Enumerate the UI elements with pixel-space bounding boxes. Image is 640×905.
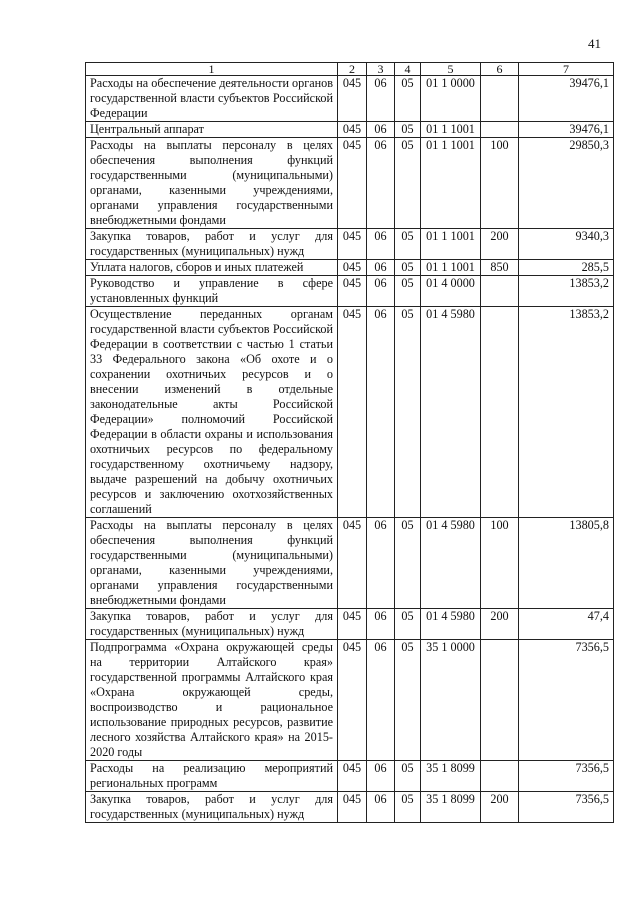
amount-cell: 39476,1 <box>519 76 614 122</box>
subsection-code-cell: 05 <box>395 761 421 792</box>
subsection-code-cell: 05 <box>395 138 421 229</box>
table-row <box>86 792 614 823</box>
expense-type-code-cell: 200 <box>481 609 519 640</box>
target-item-code-cell: 01 1 1001 <box>421 260 481 276</box>
target-item-code-cell: 01 4 5980 <box>421 518 481 609</box>
expense-type-code-cell <box>481 276 519 307</box>
expense-name-cell: Подпрограмма «Охрана окружающей среды на территории Алтайского края» государственной программы Алтайского края «Охрана окружающей среды, воспроизводство и рациональное использование природных ресурсов, развитие лесного хозяйства Алтайского края» на 2015-2020 годы <box>86 640 338 761</box>
target-item-code-cell: 35 1 0000 <box>421 640 481 761</box>
ministry-code-cell: 045 <box>338 761 367 792</box>
ministry-code-cell: 045 <box>338 76 367 122</box>
table-row <box>86 138 614 229</box>
table-row <box>86 307 614 518</box>
target-item-code-cell: 35 1 8099 <box>421 761 481 792</box>
section-code-cell: 06 <box>367 307 395 518</box>
amount-cell: 13805,8 <box>519 518 614 609</box>
section-code-cell: 06 <box>367 276 395 307</box>
table-row <box>86 761 614 792</box>
ministry-code-cell: 045 <box>338 792 367 823</box>
amount-cell: 9340,3 <box>519 229 614 260</box>
amount-cell: 7356,5 <box>519 640 614 761</box>
expense-name-cell: Расходы на выплаты персоналу в целях обеспечения выполнения функций государственными (муниципальными) органами, казенными учреждениями, органами управления государственными внебюджетными фондами <box>86 138 338 229</box>
section-code-cell: 06 <box>367 518 395 609</box>
section-code-cell: 06 <box>367 609 395 640</box>
page-number: 41 <box>588 36 601 51</box>
section-code-cell: 06 <box>367 138 395 229</box>
table-header-row <box>86 63 614 76</box>
header-cell: 4 <box>395 63 421 76</box>
expense-type-code-cell: 850 <box>481 260 519 276</box>
amount-cell: 13853,2 <box>519 276 614 307</box>
header-cell: 5 <box>421 63 481 76</box>
section-code-cell: 06 <box>367 640 395 761</box>
expense-name-cell: Расходы на обеспечение деятельности органов государственной власти субъектов Российской Федерации <box>86 76 338 122</box>
target-item-code-cell: 01 1 0000 <box>421 76 481 122</box>
amount-cell: 7356,5 <box>519 761 614 792</box>
target-item-code-cell: 35 1 8099 <box>421 792 481 823</box>
table-row <box>86 229 614 260</box>
section-code-cell: 06 <box>367 122 395 138</box>
ministry-code-cell: 045 <box>338 260 367 276</box>
table-row <box>86 122 614 138</box>
expense-type-code-cell <box>481 122 519 138</box>
expense-type-code-cell: 200 <box>481 229 519 260</box>
section-code-cell: 06 <box>367 260 395 276</box>
header-cell: 7 <box>519 63 614 76</box>
subsection-code-cell: 05 <box>395 276 421 307</box>
expense-name-cell: Закупка товаров, работ и услуг для государственных (муниципальных) нужд <box>86 792 338 823</box>
expense-type-code-cell: 100 <box>481 138 519 229</box>
ministry-code-cell: 045 <box>338 229 367 260</box>
subsection-code-cell: 05 <box>395 229 421 260</box>
target-item-code-cell: 01 1 1001 <box>421 138 481 229</box>
amount-cell: 29850,3 <box>519 138 614 229</box>
table-row <box>86 609 614 640</box>
expense-type-code-cell <box>481 640 519 761</box>
expense-name-cell: Закупка товаров, работ и услуг для государственных (муниципальных) нужд <box>86 609 338 640</box>
subsection-code-cell: 05 <box>395 640 421 761</box>
subsection-code-cell: 05 <box>395 792 421 823</box>
table-row <box>86 276 614 307</box>
amount-cell: 39476,1 <box>519 122 614 138</box>
budget-table <box>85 62 614 823</box>
expense-type-code-cell: 200 <box>481 792 519 823</box>
subsection-code-cell: 05 <box>395 122 421 138</box>
amount-cell: 47,4 <box>519 609 614 640</box>
expense-type-code-cell <box>481 307 519 518</box>
subsection-code-cell: 05 <box>395 518 421 609</box>
header-cell: 1 <box>86 63 338 76</box>
ministry-code-cell: 045 <box>338 122 367 138</box>
ministry-code-cell: 045 <box>338 640 367 761</box>
target-item-code-cell: 01 4 5980 <box>421 609 481 640</box>
target-item-code-cell: 01 1 1001 <box>421 122 481 138</box>
section-code-cell: 06 <box>367 792 395 823</box>
amount-cell: 13853,2 <box>519 307 614 518</box>
amount-cell: 285,5 <box>519 260 614 276</box>
ministry-code-cell: 045 <box>338 138 367 229</box>
target-item-code-cell: 01 4 5980 <box>421 307 481 518</box>
expense-name-cell: Расходы на выплаты персоналу в целях обеспечения выполнения функций государственными (муниципальными) органами, казенными учреждениями, органами управления государственными внебюджетными фондами <box>86 518 338 609</box>
section-code-cell: 06 <box>367 761 395 792</box>
table-row <box>86 640 614 761</box>
target-item-code-cell: 01 4 0000 <box>421 276 481 307</box>
section-code-cell: 06 <box>367 76 395 122</box>
header-cell: 2 <box>338 63 367 76</box>
header-cell: 6 <box>481 63 519 76</box>
expense-type-code-cell <box>481 761 519 792</box>
subsection-code-cell: 05 <box>395 76 421 122</box>
subsection-code-cell: 05 <box>395 609 421 640</box>
expense-name-cell: Руководство и управление в сфере установленных функций <box>86 276 338 307</box>
section-code-cell: 06 <box>367 229 395 260</box>
expense-type-code-cell: 100 <box>481 518 519 609</box>
expense-name-cell: Расходы на реализацию мероприятий региональных программ <box>86 761 338 792</box>
expense-name-cell: Уплата налогов, сборов и иных платежей <box>86 260 338 276</box>
expense-type-code-cell <box>481 76 519 122</box>
subsection-code-cell: 05 <box>395 307 421 518</box>
ministry-code-cell: 045 <box>338 276 367 307</box>
table-row <box>86 260 614 276</box>
table-row <box>86 518 614 609</box>
ministry-code-cell: 045 <box>338 609 367 640</box>
expense-name-cell: Осуществление переданных органам государственной власти субъектов Российской Федерации в соответствии с частью 1 статьи 33 Федерального закона «Об охоте и о сохранении охотничьих ресурсов и о внесении изменений в отдельные законодательные акты Российской Федерации» полномочий Российской Федерации в области охраны и использования охотничьих ресурсов по федеральному государственному охотничьему надзору, выдаче разрешений на добычу охотничьих ресурсов и заключению охотхозяйственных соглашений <box>86 307 338 518</box>
expense-name-cell: Закупка товаров, работ и услуг для государственных (муниципальных) нужд <box>86 229 338 260</box>
target-item-code-cell: 01 1 1001 <box>421 229 481 260</box>
header-cell: 3 <box>367 63 395 76</box>
subsection-code-cell: 05 <box>395 260 421 276</box>
amount-cell: 7356,5 <box>519 792 614 823</box>
table-row <box>86 76 614 122</box>
ministry-code-cell: 045 <box>338 307 367 518</box>
ministry-code-cell: 045 <box>338 518 367 609</box>
expense-name-cell: Центральный аппарат <box>86 122 338 138</box>
